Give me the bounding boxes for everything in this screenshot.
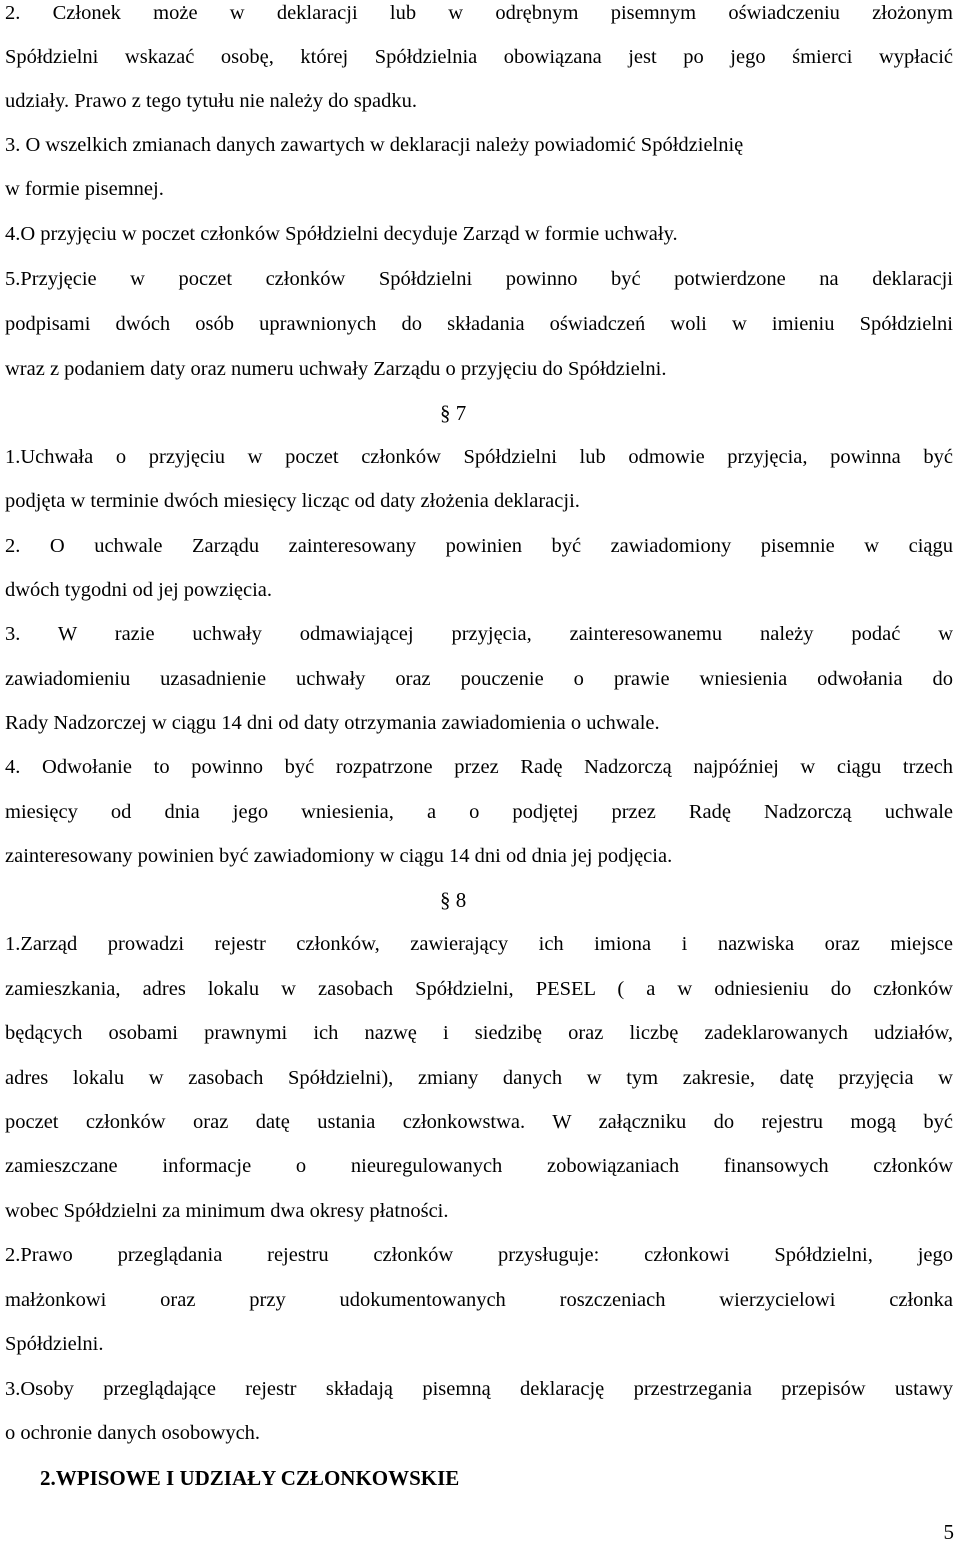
text-line: poczet członków oraz datę ustania członkowstwa. W załączniku do rejestru mogą być (5, 1111, 953, 1133)
text-line: adres lokalu w zasobach Spółdzielni), zmiany danych w tym zakresie, datę przyjęcia w (5, 1067, 953, 1089)
text-line: 5.Przyjęcie w poczet członków Spółdzielni powinno być potwierdzone na deklaracji (5, 268, 953, 290)
text-line: 1.Uchwała o przyjęciu w poczet członków Spółdzielni lub odmowie przyjęcia, powinna być (5, 446, 953, 468)
text-line: zamieszkania, adres lokalu w zasobach Spółdzielni, PESEL ( a w odniesieniu do członków (5, 978, 953, 1000)
text-line: zamieszczane informacje o nieuregulowanych zobowiązaniach finansowych członków (5, 1155, 953, 1177)
text-line: 1.Zarząd prowadzi rejestr członków, zawierający ich imiona i nazwiska oraz miejsce (5, 933, 953, 955)
text-line: wobec Spółdzielni za minimum dwa okresy płatności. (5, 1200, 449, 1222)
text-line: będących osobami prawnymi ich nazwę i siedzibę oraz liczbę zadeklarowanych udziałów, (5, 1022, 953, 1044)
text-line: 3. O wszelkich zmianach danych zawartych w deklaracji należy powiadomić Spółdzielnię (5, 134, 744, 156)
text-line: 2.Prawo przeglądania rejestru członków przysługuje: członkowi Spółdzielni, jego (5, 1244, 953, 1266)
text-line: zawiadomieniu uzasadnienie uchwały oraz pouczenie o prawie wniesienia odwołania do (5, 668, 953, 690)
chapter-heading: 2.WPISOWE I UDZIAŁY CZŁONKOWSKIE (40, 1466, 460, 1490)
text-line: zainteresowany powinien być zawiadomiony w ciągu 14 dni od dnia jej podjęcia. (5, 845, 673, 867)
text-line: podpisami dwóch osób uprawnionych do składania oświadczeń woli w imieniu Spółdzielni (5, 313, 953, 335)
text-line: 2. Członek może w deklaracji lub w odrębnym pisemnym oświadczeniu złożonym (5, 2, 953, 24)
text-line: Rady Nadzorczej w ciągu 14 dni od daty otrzymania zawiadomienia o uchwale. (5, 712, 660, 734)
text-line: 3.Osoby przeglądające rejestr składają pisemną deklarację przestrzegania przepisów ustawy (5, 1378, 953, 1400)
text-line: Spółdzielni wskazać osobę, której Spółdzielnia obowiązana jest po jego śmierci wypłacić (5, 46, 953, 68)
text-line: udziały. Prawo z tego tytułu nie należy do spadku. (5, 90, 417, 112)
text-line: podjęta w terminie dwóch miesięcy licząc od daty złożenia deklaracji. (5, 490, 580, 512)
text-line: 4. Odwołanie to powinno być rozpatrzone przez Radę Nadzorczą najpóźniej w ciągu trzech (5, 756, 953, 778)
text-line: w formie pisemnej. (5, 178, 164, 200)
page-number: 5 (943, 1520, 954, 1544)
text-line: 4.O przyjęciu w poczet członków Spółdzielni decyduje Zarząd w formie uchwały. (5, 223, 678, 245)
text-line: dwóch tygodni od jej powzięcia. (5, 579, 273, 601)
text-line: 3. W razie uchwały odmawiającej przyjęcia, zainteresowanemu należy podać w (5, 623, 953, 645)
text-line: 2. O uchwale Zarządu zainteresowany powinien być zawiadomiony pisemnie w ciągu (5, 535, 953, 557)
text-line: o ochronie danych osobowych. (5, 1422, 261, 1444)
text-line: wraz z podaniem daty oraz numeru uchwały Zarządu o przyjęciu do Spółdzielni. (5, 358, 667, 380)
section-marker-8: § 8 (440, 888, 467, 912)
section-marker-7: § 7 (440, 401, 467, 425)
text-line: Spółdzielni. (5, 1333, 104, 1355)
text-line: małżonkowi oraz przy udokumentowanych roszczeniach wierzycielowi członka (5, 1289, 953, 1311)
text-line: miesięcy od dnia jego wniesienia, a o podjętej przez Radę Nadzorczą uchwale (5, 801, 953, 823)
